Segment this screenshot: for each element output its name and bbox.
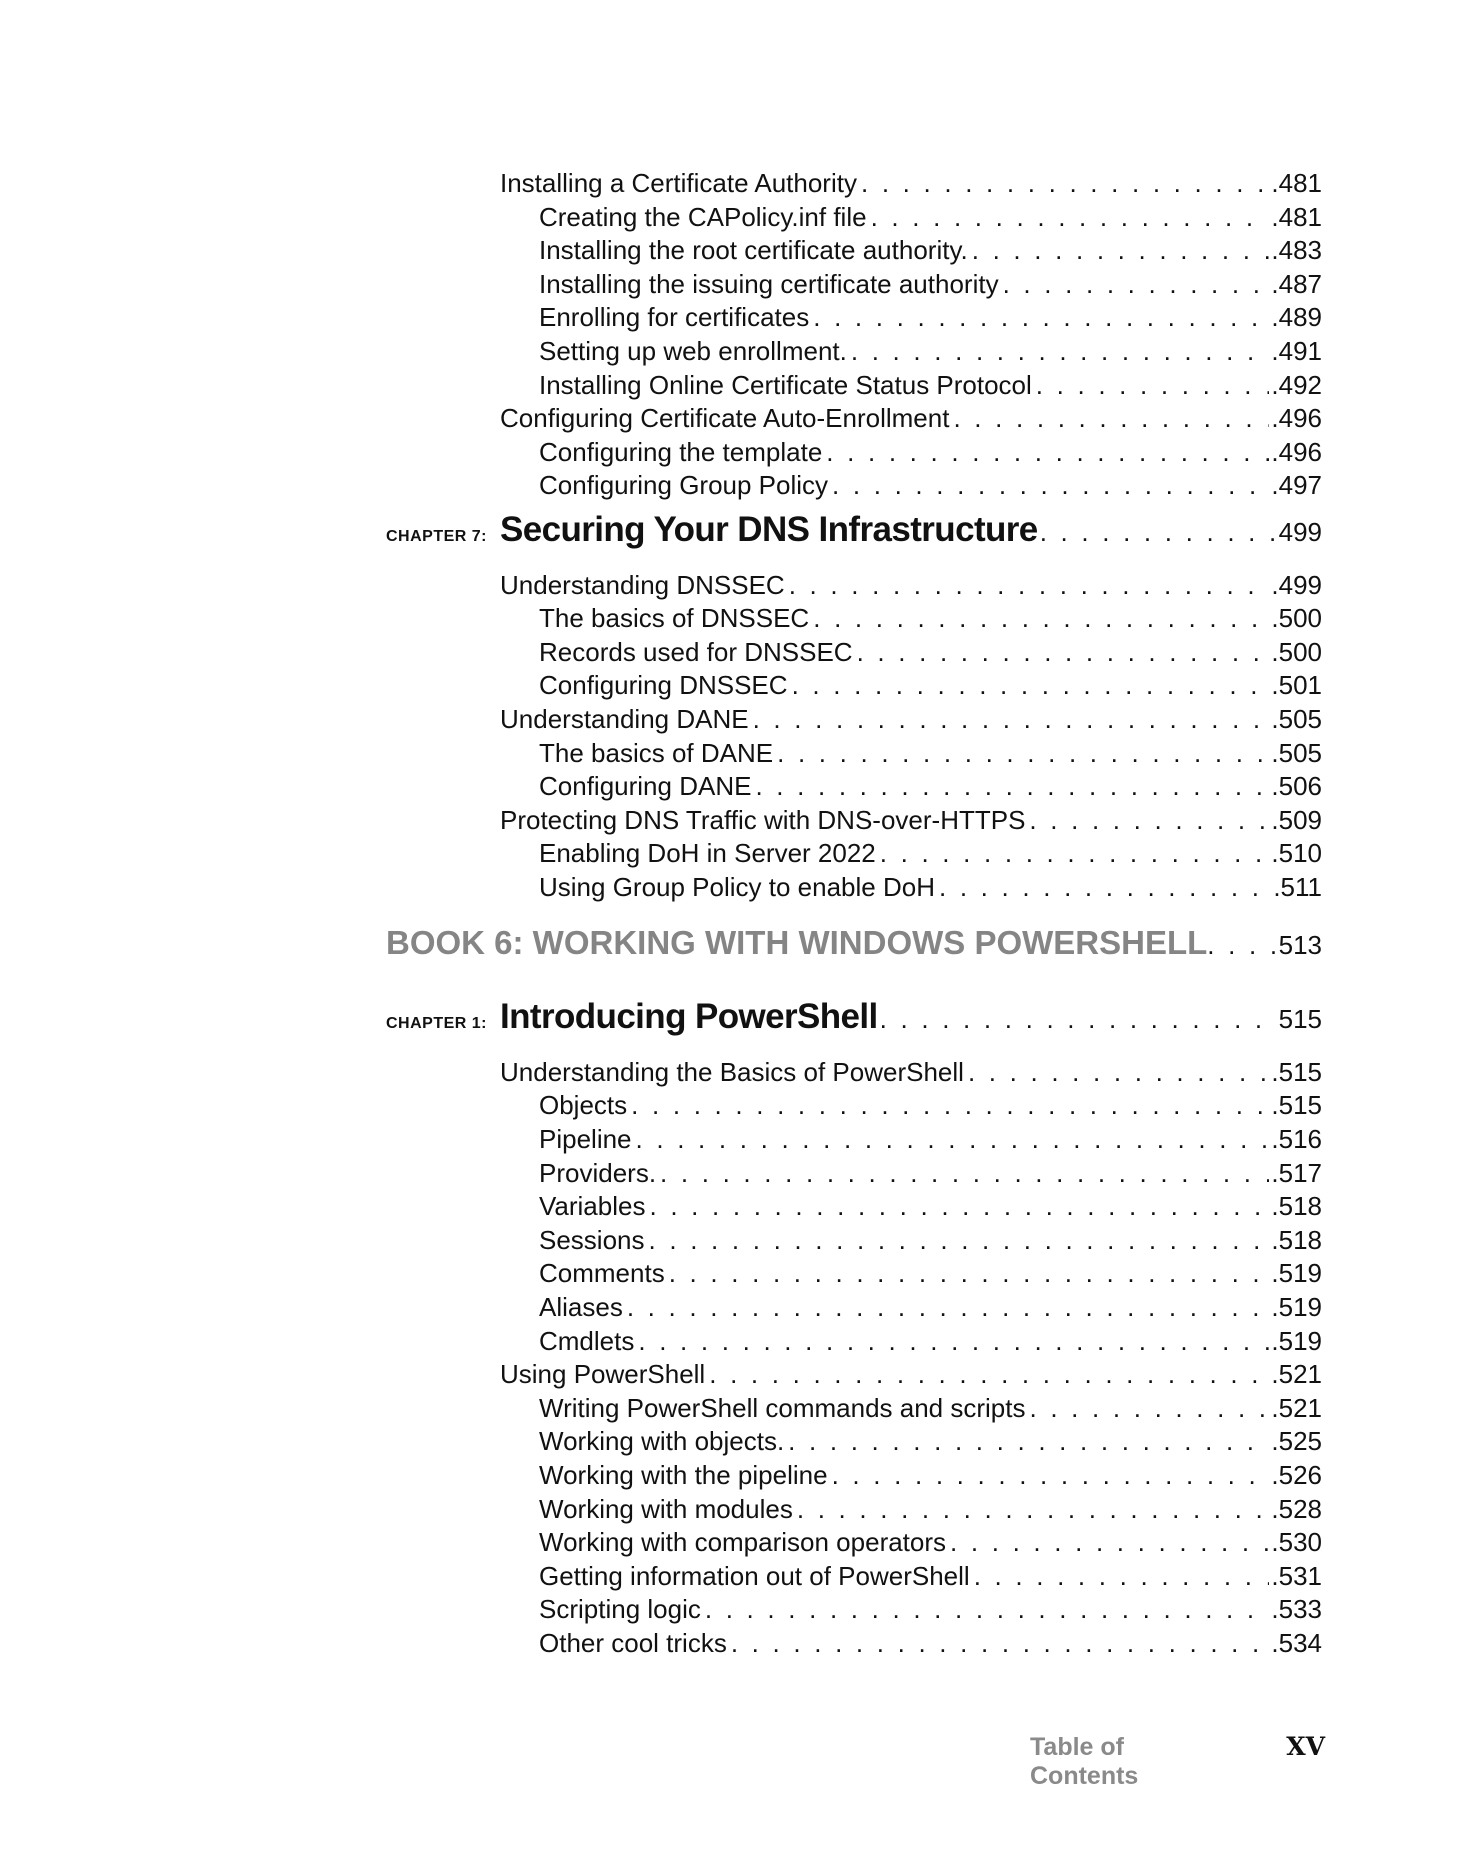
page-footer bbox=[1030, 1732, 1325, 1791]
toc-chapter-heading bbox=[386, 997, 1322, 1043]
toc-page-number: .519 bbox=[1271, 1258, 1322, 1289]
dot-leader bbox=[788, 1426, 1269, 1457]
toc-page-number: .500 bbox=[1271, 603, 1322, 634]
dot-leader bbox=[880, 838, 1270, 869]
toc-section-entry bbox=[500, 1359, 1322, 1393]
dot-leader bbox=[968, 1057, 1269, 1088]
toc-entry-title: BOOK 6: WORKING WITH WINDOWS POWERSHELL bbox=[386, 923, 1208, 961]
chapter-number: CHAPTER 7: bbox=[386, 528, 488, 545]
toc-page-number: .496 bbox=[1271, 403, 1322, 434]
toc-page-number: .489 bbox=[1271, 302, 1322, 333]
toc-subsection-entry bbox=[539, 1258, 1322, 1292]
toc-page-number: .515 bbox=[1271, 1090, 1322, 1121]
dot-leader bbox=[832, 1460, 1270, 1491]
toc-page-number: .525 bbox=[1271, 1426, 1322, 1457]
dot-leader bbox=[857, 637, 1270, 668]
dot-leader bbox=[638, 1326, 1269, 1357]
toc-entry-title: Writing PowerShell commands and scripts bbox=[539, 1392, 1026, 1423]
toc-page-number: .528 bbox=[1271, 1493, 1322, 1524]
toc-page-number: .521 bbox=[1271, 1359, 1322, 1390]
toc-subsection-entry bbox=[539, 470, 1322, 504]
toc-subsection-entry bbox=[539, 1326, 1322, 1360]
toc-entry-title: Pipeline bbox=[539, 1124, 632, 1154]
dot-leader bbox=[1036, 370, 1270, 401]
toc-page-number: 515 bbox=[1278, 1004, 1322, 1035]
toc-entry-title: Installing the root certificate authority. bbox=[539, 235, 968, 266]
toc-entry-title: Sessions bbox=[539, 1224, 645, 1255]
toc-entry-title: Working with comparison operators bbox=[539, 1527, 947, 1558]
dot-leader bbox=[1029, 1393, 1269, 1424]
toc-entry-title: Configuring the template bbox=[539, 436, 823, 467]
toc-page-number: .533 bbox=[1271, 1594, 1322, 1625]
toc-entry-title: Providers. bbox=[539, 1157, 657, 1188]
toc-page-number: .501 bbox=[1271, 670, 1322, 701]
toc-subsection-entry bbox=[539, 872, 1322, 906]
dot-leader bbox=[871, 202, 1270, 233]
dot-leader bbox=[797, 1494, 1270, 1525]
toc-entry-title: Using PowerShell bbox=[500, 1359, 706, 1390]
toc-page-number: .526 bbox=[1271, 1460, 1322, 1490]
dot-leader bbox=[649, 1225, 1270, 1256]
dot-leader bbox=[631, 1090, 1269, 1121]
toc-entry-title: Configuring Group Policy bbox=[539, 470, 829, 501]
dot-leader bbox=[777, 738, 1269, 769]
toc-entry-title: Installing the issuing certificate authority bbox=[539, 268, 999, 299]
toc-page-number: .509 bbox=[1271, 804, 1322, 835]
toc-entry-title: Getting information out of PowerShell bbox=[539, 1560, 970, 1591]
toc-section-entry bbox=[500, 704, 1322, 738]
toc-page-number: .481 bbox=[1271, 168, 1322, 198]
toc-page-number: .491 bbox=[1271, 336, 1322, 366]
toc-entry-title: Installing a Certificate Authority bbox=[500, 168, 857, 198]
toc-page-number: .492 bbox=[1271, 369, 1322, 400]
toc-entry-title: The basics of DNSSEC bbox=[539, 603, 810, 634]
footer-page-number: XV bbox=[1286, 1732, 1325, 1761]
toc-subsection-entry bbox=[539, 1090, 1322, 1124]
toc-entry-title: Variables bbox=[539, 1191, 646, 1222]
toc-subsection-entry bbox=[539, 738, 1322, 772]
dot-leader bbox=[705, 1594, 1270, 1625]
toc-entry-title: Aliases bbox=[539, 1292, 623, 1322]
toc-chapter-heading bbox=[386, 510, 1322, 556]
dot-leader bbox=[1207, 930, 1276, 961]
toc-subsection-entry bbox=[539, 1158, 1322, 1192]
toc-entry-title: Configuring Certificate Auto-Enrollment bbox=[500, 403, 950, 434]
toc-section-entry bbox=[500, 1057, 1322, 1091]
toc-page-number: .505 bbox=[1271, 704, 1322, 734]
toc-subsection-entry bbox=[539, 1561, 1322, 1595]
toc-entry-title: Introducing PowerShell bbox=[500, 997, 878, 1037]
toc-page-number: .496 bbox=[1271, 436, 1322, 467]
toc-page-number: .516 bbox=[1271, 1124, 1322, 1154]
dot-leader bbox=[972, 235, 1270, 266]
toc-entry-title: The basics of DANE bbox=[539, 737, 774, 768]
dot-leader bbox=[953, 403, 1269, 434]
toc-section-entry bbox=[500, 403, 1322, 437]
dot-leader bbox=[709, 1359, 1269, 1390]
toc-page-number: .518 bbox=[1271, 1191, 1322, 1222]
toc-subsection-entry bbox=[539, 838, 1322, 872]
toc-page-number: .487 bbox=[1271, 268, 1322, 299]
toc-entry-title: Enrolling for certificates bbox=[539, 302, 810, 333]
dot-leader bbox=[974, 1561, 1270, 1592]
dot-leader bbox=[880, 1004, 1277, 1035]
toc-entry-title: Using Group Policy to enable DoH bbox=[539, 872, 935, 902]
toc-page-number: .483 bbox=[1271, 235, 1322, 266]
dot-leader bbox=[792, 670, 1270, 701]
toc-entry-title: Installing Online Certificate Status Protocol bbox=[539, 369, 1032, 400]
toc-subsection-entry bbox=[539, 670, 1322, 704]
toc-subsection-entry bbox=[539, 603, 1322, 637]
dot-leader bbox=[660, 1158, 1269, 1189]
toc-subsection-entry bbox=[539, 1527, 1322, 1561]
toc-page-number: .521 bbox=[1271, 1392, 1322, 1423]
toc-page-number: .511 bbox=[1273, 872, 1322, 902]
toc-entry-title: Working with the pipeline bbox=[539, 1460, 828, 1490]
dot-leader bbox=[813, 603, 1269, 634]
dot-leader bbox=[649, 1191, 1269, 1222]
toc-entry-title: Objects bbox=[539, 1090, 628, 1121]
toc-page-number: .499 bbox=[1271, 569, 1322, 600]
toc-entry-title: Working with modules bbox=[539, 1493, 793, 1524]
dot-leader bbox=[826, 437, 1269, 468]
toc-subsection-entry bbox=[539, 235, 1322, 269]
toc-subsection-entry bbox=[539, 336, 1322, 370]
toc-entry-title: Cmdlets bbox=[539, 1325, 635, 1356]
chapter-number: CHAPTER 1: bbox=[386, 1015, 488, 1033]
toc-page-number: .497 bbox=[1271, 470, 1322, 501]
dot-leader bbox=[636, 1124, 1270, 1155]
toc-page-number: .531 bbox=[1271, 1560, 1322, 1591]
toc-subsection-entry bbox=[539, 1594, 1322, 1628]
toc-subsection-entry bbox=[539, 437, 1322, 471]
dot-leader bbox=[1040, 517, 1277, 548]
toc-entry-title: Securing Your DNS Infrastructure bbox=[500, 510, 1038, 549]
toc-entry-title: Configuring DNSSEC bbox=[539, 670, 788, 701]
dot-leader bbox=[755, 771, 1269, 802]
dot-leader bbox=[627, 1292, 1270, 1323]
toc-subsection-entry bbox=[539, 202, 1322, 236]
toc-entry-title: Other cool tricks bbox=[539, 1628, 727, 1658]
toc-page-number: .505 bbox=[1271, 737, 1322, 768]
toc-page-number: .500 bbox=[1271, 636, 1322, 667]
toc-page-number: .519 bbox=[1271, 1325, 1322, 1356]
footer-section-title: Table of Contents bbox=[1030, 1733, 1139, 1790]
toc-subsection-entry bbox=[539, 1124, 1322, 1158]
toc-subsection-entry bbox=[539, 1191, 1322, 1225]
toc-section-entry bbox=[500, 570, 1322, 604]
toc-entry-title: Working with objects. bbox=[539, 1426, 785, 1457]
toc-subsection-entry bbox=[539, 1225, 1322, 1259]
toc-subsection-entry bbox=[539, 269, 1322, 303]
toc-section-entry bbox=[500, 168, 1322, 202]
toc-entry-title: Records used for DNSSEC bbox=[539, 636, 853, 667]
dot-leader bbox=[789, 570, 1270, 601]
toc-entry-title: Configuring DANE bbox=[539, 771, 752, 802]
toc-subsection-entry bbox=[539, 1426, 1322, 1460]
toc-page-number: 513 bbox=[1278, 929, 1322, 960]
toc-entry-title: Understanding DANE bbox=[500, 704, 749, 734]
toc-entry-title: Protecting DNS Traffic with DNS-over-HTTPS bbox=[500, 804, 1026, 835]
dot-leader bbox=[813, 302, 1269, 333]
dot-leader bbox=[1003, 269, 1270, 300]
dot-leader bbox=[669, 1258, 1270, 1289]
toc-entry-title: Scripting logic bbox=[539, 1594, 701, 1625]
toc-page-number: .481 bbox=[1271, 201, 1322, 232]
dot-leader bbox=[1029, 805, 1269, 836]
dot-leader bbox=[753, 704, 1270, 735]
toc-page-number: .519 bbox=[1271, 1292, 1322, 1322]
dot-leader bbox=[731, 1628, 1270, 1659]
dot-leader bbox=[861, 168, 1269, 199]
toc-page-number: .530 bbox=[1271, 1527, 1322, 1558]
toc-subsection-entry bbox=[539, 1393, 1322, 1427]
toc-page-number: .534 bbox=[1271, 1628, 1322, 1658]
toc-entry-title: Enabling DoH in Server 2022 bbox=[539, 838, 876, 869]
toc-page-number: .518 bbox=[1271, 1224, 1322, 1255]
dot-leader bbox=[950, 1527, 1269, 1558]
toc-subsection-entry bbox=[539, 302, 1322, 336]
toc-subsection-entry bbox=[539, 370, 1322, 404]
toc-subsection-entry bbox=[539, 1628, 1322, 1662]
toc-subsection-entry bbox=[539, 1494, 1322, 1528]
toc-entry-title: Comments bbox=[539, 1258, 665, 1289]
dot-leader bbox=[851, 336, 1270, 367]
toc-subsection-entry bbox=[539, 771, 1322, 805]
toc-entry-title: Setting up web enrollment. bbox=[539, 336, 847, 366]
toc-page-number: .506 bbox=[1271, 771, 1322, 802]
dot-leader bbox=[939, 872, 1271, 903]
toc-subsection-entry bbox=[539, 1292, 1322, 1326]
toc-subsection-entry bbox=[539, 637, 1322, 671]
toc-entry-title: Creating the CAPolicy.inf file bbox=[539, 201, 867, 232]
toc-entry-title: Understanding DNSSEC bbox=[500, 569, 785, 600]
toc-page-number: .510 bbox=[1271, 838, 1322, 869]
toc-book-heading bbox=[386, 924, 1322, 970]
toc-page-number: .517 bbox=[1271, 1157, 1322, 1188]
dot-leader bbox=[832, 470, 1269, 501]
toc-entry-title: Understanding the Basics of PowerShell bbox=[500, 1056, 964, 1087]
toc-subsection-entry bbox=[539, 1460, 1322, 1494]
toc-page-number: 499 bbox=[1278, 517, 1322, 547]
toc-section-entry bbox=[500, 805, 1322, 839]
toc-page-number: .515 bbox=[1271, 1056, 1322, 1087]
